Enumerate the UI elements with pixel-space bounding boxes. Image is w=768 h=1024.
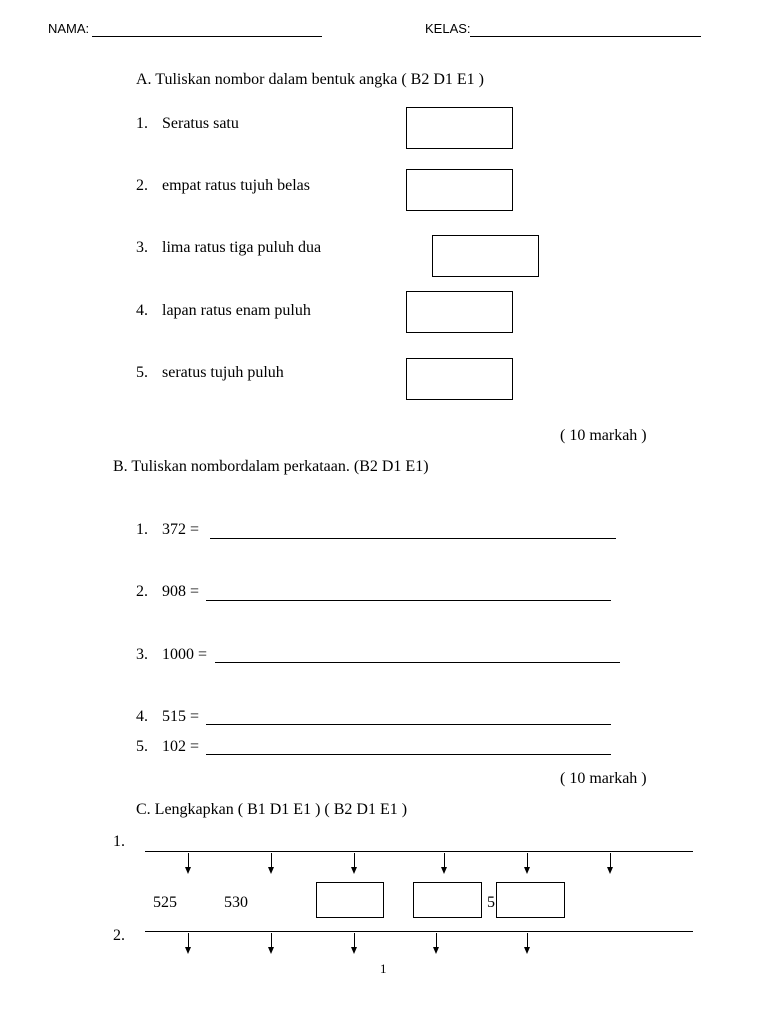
number-line-1 [145,851,693,852]
section-b-item-3-number: 3. [136,646,148,663]
section-a-marks: ( 10 markah ) [560,427,647,444]
section-b-marks: ( 10 markah ) [560,770,647,787]
section-b-item-4-number: 4. [136,708,148,725]
section-a-answer-box-5[interactable] [406,358,513,400]
section-a-title: A. Tuliskan nombor dalam bentuk angka ( B2 D1 E1 ) [136,71,484,88]
section-c-title: C. Lengkapkan ( B1 D1 E1 ) ( B2 D1 E1 ) [136,801,408,818]
page-number: 1 [380,961,387,976]
section-a-item-5-text: seratus tujuh puluh [162,364,284,381]
section-a-item-2-text: empat ratus tujuh belas [162,177,310,194]
section-c-question-2-label: 2. [113,927,125,944]
section-b-item-1-text: 372 = [162,521,200,538]
section-a-answer-box-4[interactable] [406,291,513,333]
section-a-item-1-number: 1. [136,115,148,132]
sequence-answer-box-1[interactable] [316,882,384,918]
section-a-answer-box-3[interactable] [432,235,539,277]
section-b-answer-line-1[interactable] [210,538,616,539]
section-b-answer-line-3[interactable] [215,662,620,663]
section-a-item-3-text: lima ratus tiga puluh dua [162,239,322,256]
section-a-answer-box-2[interactable] [406,169,513,211]
section-c-question-1-label: 1. [113,833,125,850]
section-b-answer-line-4[interactable] [206,724,611,725]
section-a-item-4-number: 4. [136,302,148,319]
sequence-partial-value: 5 [487,894,495,911]
class-field[interactable] [470,36,701,37]
section-b-item-2-text: 908 = [162,583,200,600]
name-label: NAMA: [48,21,90,36]
section-b-item-5-text: 102 = [162,738,200,755]
section-b-item-2-number: 2. [136,583,148,600]
section-a-item-1-text: Seratus satu [162,115,239,132]
section-a-answer-box-1[interactable] [406,107,513,149]
section-b-item-5-number: 5. [136,738,148,755]
sequence-value-2: 530 [224,894,248,911]
section-a-item-2-number: 2. [136,177,148,194]
sequence-value-1: 525 [153,894,177,911]
section-b-item-1-number: 1. [136,521,148,538]
section-b-answer-line-2[interactable] [206,600,611,601]
sequence-answer-box-3[interactable] [496,882,565,918]
number-line-2 [145,931,693,932]
section-b-answer-line-5[interactable] [206,754,611,755]
section-b-title: B. Tuliskan nombordalam perkataan. (B2 D1 E1) [113,458,429,475]
sequence-answer-box-2[interactable] [413,882,482,918]
section-a-item-5-number: 5. [136,364,148,381]
section-a-item-3-number: 3. [136,239,148,256]
section-b-item-3-text: 1000 = [162,646,208,663]
section-b-item-4-text: 515 = [162,708,200,725]
section-a-item-4-text: lapan ratus enam puluh [162,302,311,319]
name-field[interactable] [92,36,322,37]
class-label: KELAS: [425,21,471,36]
